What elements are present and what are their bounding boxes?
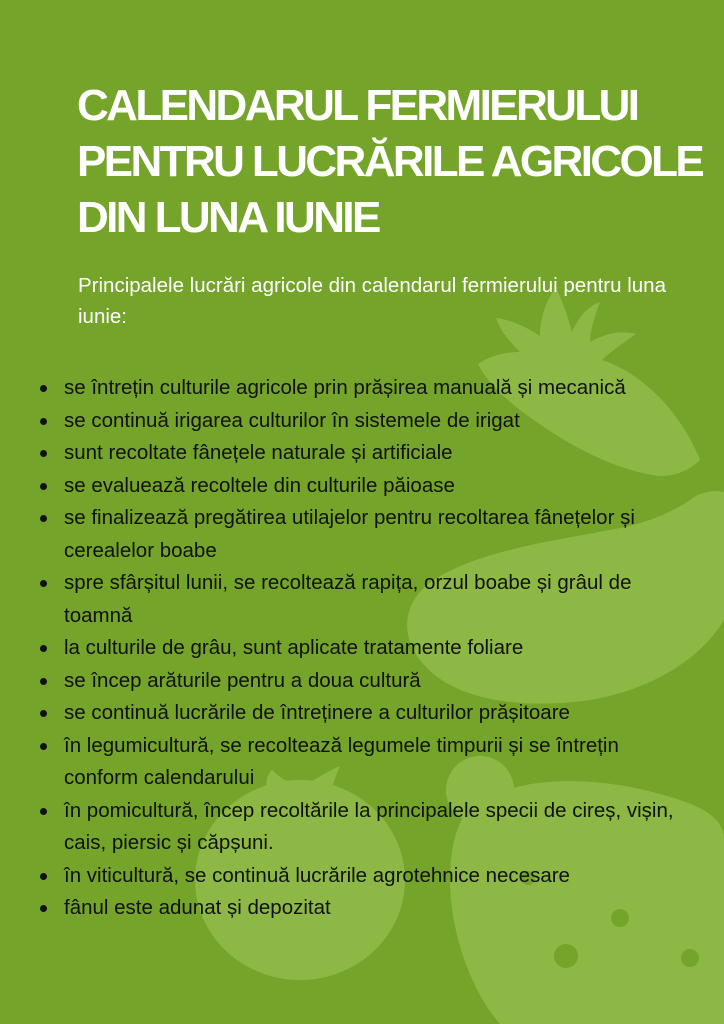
list-item bbox=[38, 860, 698, 893]
bullet-dot bbox=[40, 873, 47, 880]
bullet-dot bbox=[40, 483, 47, 490]
list-item bbox=[38, 405, 698, 438]
list-item-text: se încep arăturile pentru a doua cultură bbox=[64, 668, 421, 692]
list-item-text: se finalizează pregătirea utilajelor pentru recoltarea fânețelor și cerealelor boabe bbox=[64, 506, 635, 562]
list-item bbox=[38, 437, 698, 470]
list-item bbox=[38, 470, 698, 503]
list-item bbox=[38, 567, 698, 632]
list-item-text: în pomicultură, încep recoltările la principalele specii de cireș, vișin, cais, piersic și căpșuni. bbox=[64, 798, 674, 854]
bullet-dot bbox=[40, 450, 47, 457]
bullet-dot bbox=[40, 580, 47, 587]
bullet-dot bbox=[40, 515, 47, 522]
list-item-text: se evaluează recoltele din culturile păioase bbox=[64, 473, 455, 497]
list-item bbox=[38, 697, 698, 730]
bullet-dot bbox=[40, 678, 47, 685]
list-item-text: fânul este adunat și depozitat bbox=[64, 896, 331, 919]
list-item-text: se continuă irigarea culturilor în sistemele de irigat bbox=[64, 408, 520, 432]
list-item bbox=[38, 632, 698, 665]
title-line: CALENDARUL FERMIERULUI bbox=[77, 81, 638, 130]
list-item bbox=[38, 665, 698, 698]
list-item-text: sunt recoltate fânețele naturale și artificiale bbox=[64, 441, 453, 464]
bullet-dot bbox=[40, 905, 47, 912]
bullet-dot bbox=[40, 645, 47, 652]
list-item bbox=[38, 730, 698, 795]
bullet-dot bbox=[40, 418, 47, 425]
list-item-text: se continuă lucrările de întreținere a culturilor prășitoare bbox=[64, 701, 570, 724]
bullet-dot bbox=[40, 808, 47, 815]
title-line: DIN LUNA IUNIE bbox=[77, 193, 379, 242]
title-line: PENTRU LUCRĂRILE AGRICOLE bbox=[77, 137, 703, 186]
list-item bbox=[38, 502, 698, 567]
list-item bbox=[38, 892, 698, 925]
bullet-dot bbox=[40, 385, 47, 392]
intro-text: Principalele lucrări agricole din calendarul fermierului pentru luna iunie: bbox=[78, 274, 666, 328]
bullet-dot bbox=[40, 710, 47, 717]
list-item-text: la culturile de grâu, sunt aplicate tratamente foliare bbox=[64, 636, 524, 659]
bullet-dot bbox=[40, 743, 47, 750]
list-item-text: spre sfârșitul lunii, se recoltează rapița, orzul boabe și grâul de toamnă bbox=[64, 571, 632, 627]
list-item-text: în legumicultură, se recoltează legumele timpurii și se întrețin conform calendarului bbox=[64, 733, 619, 789]
activities-list bbox=[38, 372, 698, 925]
list-item-text: în viticultură, se continuă lucrările agrotehnice necesare bbox=[64, 863, 570, 887]
list-item-text: se întrețin culturile agricole prin prășirea manuală și mecanică bbox=[64, 376, 626, 399]
page-title bbox=[77, 78, 703, 246]
list-item bbox=[38, 795, 698, 860]
list-item bbox=[38, 372, 698, 405]
